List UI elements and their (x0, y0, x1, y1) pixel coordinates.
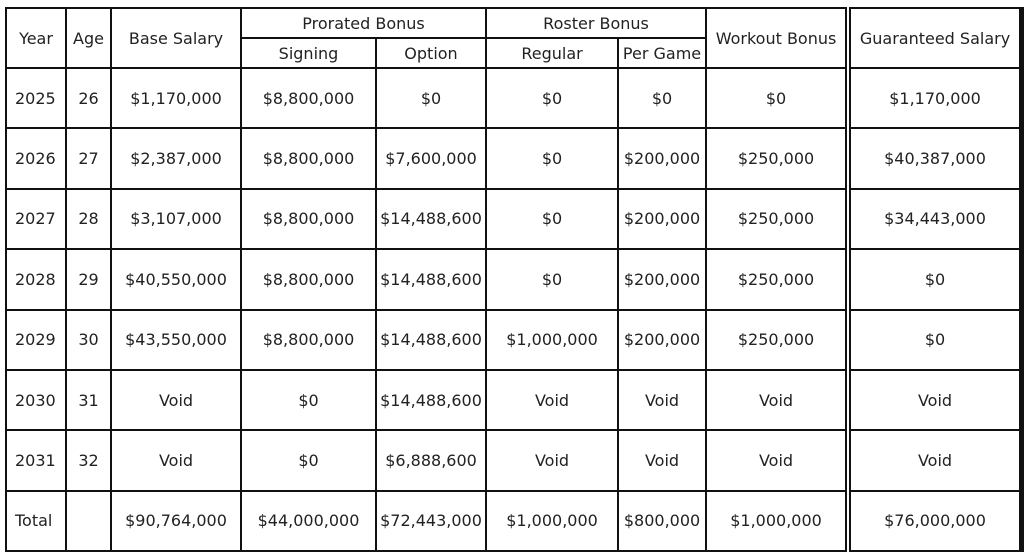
cell-year: 2025 (6, 68, 66, 128)
total-base-salary: $90,764,000 (111, 491, 241, 551)
cell-regular: Void (486, 370, 618, 430)
header-year: Year (6, 8, 66, 68)
cell-guaranteed-salary: $1,170,000 (848, 68, 1022, 128)
table-row (6, 370, 1022, 430)
cell-regular: $0 (486, 68, 618, 128)
total-option: $72,443,000 (376, 491, 486, 551)
cell-signing: $8,800,000 (241, 310, 376, 370)
cell-per-game: $200,000 (618, 249, 706, 309)
cell-regular: Void (486, 430, 618, 490)
cell-option: $14,488,600 (376, 370, 486, 430)
cell-age: 31 (66, 370, 111, 430)
cell-age: 28 (66, 189, 111, 249)
header-roster-bonus: Roster Bonus (486, 8, 706, 38)
cell-year: 2029 (6, 310, 66, 370)
cell-per-game: Void (618, 430, 706, 490)
cell-option: $7,600,000 (376, 128, 486, 188)
cell-workout-bonus: Void (706, 430, 848, 490)
cell-year: 2030 (6, 370, 66, 430)
header-workout-bonus: Workout Bonus (706, 8, 848, 68)
total-per-game: $800,000 (618, 491, 706, 551)
header-option: Option (376, 38, 486, 68)
cell-age: 26 (66, 68, 111, 128)
cell-guaranteed-salary: $34,443,000 (848, 189, 1022, 249)
table-row (6, 249, 1022, 309)
header-signing: Signing (241, 38, 376, 68)
cell-workout-bonus: $250,000 (706, 310, 848, 370)
table-row (6, 310, 1022, 370)
cell-regular: $0 (486, 189, 618, 249)
cell-guaranteed-salary: Void (848, 370, 1022, 430)
cell-option: $0 (376, 68, 486, 128)
cell-age: 29 (66, 249, 111, 309)
cell-year: 2027 (6, 189, 66, 249)
cell-age: 27 (66, 128, 111, 188)
cell-per-game: Void (618, 370, 706, 430)
cell-workout-bonus: $250,000 (706, 249, 848, 309)
total-age (66, 491, 111, 551)
header-per-game: Per Game (618, 38, 706, 68)
cell-base-salary: $40,550,000 (111, 249, 241, 309)
total-workout-bonus: $1,000,000 (706, 491, 848, 551)
header-guaranteed-salary: Guaranteed Salary (848, 8, 1022, 68)
cell-option: $14,488,600 (376, 189, 486, 249)
cell-signing: $8,800,000 (241, 68, 376, 128)
cell-age: 32 (66, 430, 111, 490)
cell-signing: $8,800,000 (241, 128, 376, 188)
cell-regular: $0 (486, 249, 618, 309)
cell-base-salary: $43,550,000 (111, 310, 241, 370)
cell-signing: $8,800,000 (241, 249, 376, 309)
cell-per-game: $0 (618, 68, 706, 128)
header-base-salary: Base Salary (111, 8, 241, 68)
cell-regular: $1,000,000 (486, 310, 618, 370)
cell-base-salary: $1,170,000 (111, 68, 241, 128)
cell-guaranteed-salary: Void (848, 430, 1022, 490)
cell-per-game: $200,000 (618, 310, 706, 370)
total-signing: $44,000,000 (241, 491, 376, 551)
cell-year: 2028 (6, 249, 66, 309)
cell-guaranteed-salary: $0 (848, 310, 1022, 370)
header-age: Age (66, 8, 111, 68)
cell-per-game: $200,000 (618, 189, 706, 249)
cell-year: 2031 (6, 430, 66, 490)
total-label: Total (6, 491, 66, 551)
cell-base-salary: Void (111, 370, 241, 430)
cell-workout-bonus: $250,000 (706, 189, 848, 249)
cell-base-salary: $2,387,000 (111, 128, 241, 188)
table-row (6, 128, 1022, 188)
cell-option: $6,888,600 (376, 430, 486, 490)
total-row (6, 491, 1022, 551)
header-prorated-bonus: Prorated Bonus (241, 8, 486, 38)
cell-signing: $0 (241, 430, 376, 490)
cell-year: 2026 (6, 128, 66, 188)
cell-workout-bonus: $0 (706, 68, 848, 128)
cell-regular: $0 (486, 128, 618, 188)
total-guaranteed-salary: $76,000,000 (848, 491, 1022, 551)
contract-table (5, 7, 1024, 552)
cell-base-salary: Void (111, 430, 241, 490)
cell-per-game: $200,000 (618, 128, 706, 188)
cell-guaranteed-salary: $40,387,000 (848, 128, 1022, 188)
cell-signing: $8,800,000 (241, 189, 376, 249)
total-regular: $1,000,000 (486, 491, 618, 551)
cell-workout-bonus: $250,000 (706, 128, 848, 188)
cell-option: $14,488,600 (376, 249, 486, 309)
cell-workout-bonus: Void (706, 370, 848, 430)
table-row (6, 430, 1022, 490)
table-row (6, 189, 1022, 249)
cell-option: $14,488,600 (376, 310, 486, 370)
table-row (6, 68, 1022, 128)
cell-age: 30 (66, 310, 111, 370)
cell-signing: $0 (241, 370, 376, 430)
cell-base-salary: $3,107,000 (111, 189, 241, 249)
cell-guaranteed-salary: $0 (848, 249, 1022, 309)
header-regular: Regular (486, 38, 618, 68)
